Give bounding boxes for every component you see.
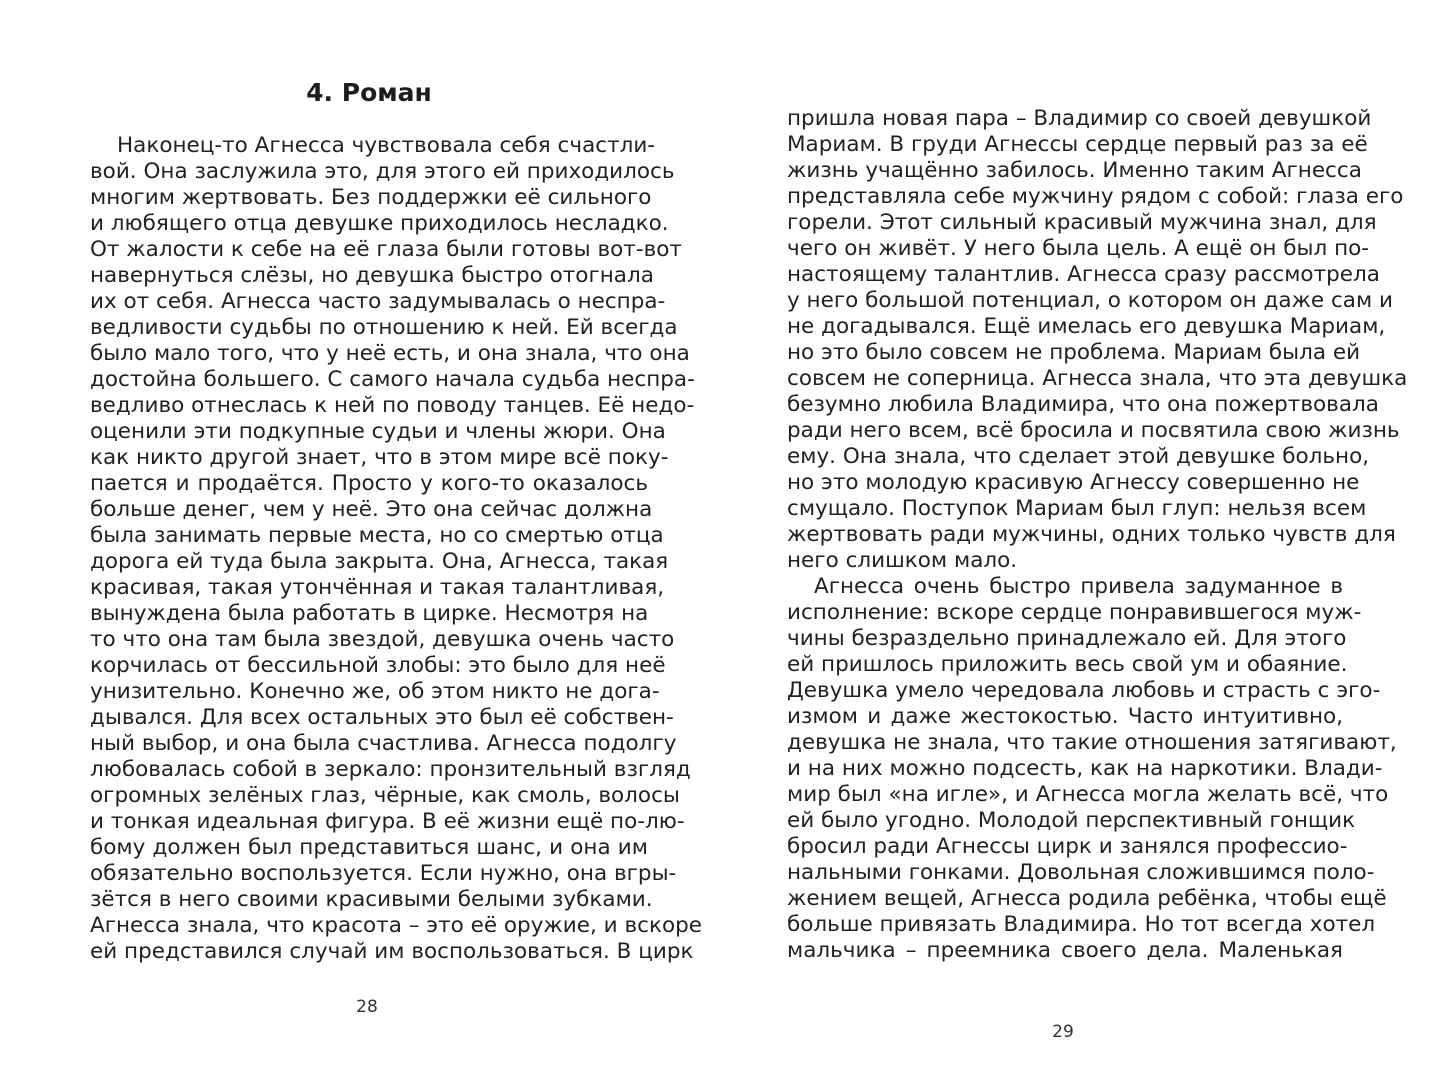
text-line: чины безраздельно принадлежало ей. Для этого: [787, 626, 1347, 651]
text-line: Наконец-то Агнесса чувствовала себя счастли-: [117, 133, 656, 158]
text-line: многим жертвовать. Без поддержки её сильного: [90, 185, 652, 210]
text-line: безумно любила Владимира, что она пожертвовала: [787, 392, 1379, 417]
text-line: ный выбор, и она была счастлива. Агнесса подолгу: [90, 731, 677, 756]
text-line: мир был «на игле», и Агнесса могла желать всё, что: [787, 782, 1389, 807]
text-line: настоящему талантлив. Агнесса сразу рассмотрела: [787, 262, 1380, 287]
text-line: измом и даже жестокостью. Часто интуитивно,: [787, 704, 1343, 729]
text-line: было мало того, что у неё есть, и она знала, что она: [90, 341, 690, 366]
text-line: огромных зелёных глаз, чёрные, как смоль, волосы: [90, 783, 680, 808]
left-page-text: [90, 133, 702, 965]
text-line: жизнь учащённо забилось. Именно таким Агнесса: [787, 158, 1362, 183]
text-line: не догадывался. Ещё имелась его девушка Мариам,: [787, 314, 1386, 339]
text-line: навернуться слёзы, но девушка быстро отогнала: [90, 263, 654, 288]
text-line: дорога ей туда была закрыта. Она, Агнесса, такая: [90, 549, 669, 574]
text-line: обязательно воспользуется. Если нужно, она вгры-: [90, 861, 677, 886]
text-line: достойна большего. С самого начала судьба неспра-: [90, 367, 695, 392]
text-line: ей пришлось приложить весь свой ум и обаяние.: [787, 652, 1348, 677]
text-line: и на них можно подсесть, как на наркотики. Влади-: [787, 756, 1383, 781]
text-line: вынуждена была работать в цирке. Несмотря на: [90, 601, 649, 626]
text-line: и тонкая идеальная фигура. В её жизни ещё по-лю-: [90, 809, 685, 834]
page-number: 29: [1052, 1022, 1074, 1042]
text-line: Агнесса очень быстро привела задуманное в: [814, 574, 1343, 599]
text-line: бросил ради Агнессы цирк и занялся профессио-: [787, 834, 1348, 859]
text-line: зётся в него своими красивыми белыми зубками.: [90, 887, 653, 912]
text-line: смущало. Поступок Мариам был глуп: нельзя всем: [787, 496, 1367, 521]
text-line: него слишком мало.: [787, 548, 1018, 573]
text-line: ей было угодно. Молодой перспективный гонщик: [787, 808, 1356, 833]
text-line: красивая, такая утончённая и такая талантливая,: [90, 575, 665, 600]
text-line: девушка не знала, что такие отношения затягивают,: [787, 730, 1397, 755]
text-line: больше привязать Владимира. Но тот всегда хотел: [787, 912, 1376, 937]
text-line: бому должен был представиться шанс, и она им: [90, 835, 648, 860]
text-line: Девушка умело чередовала любовь и страсть с эго-: [787, 678, 1381, 703]
text-line: ведливости судьбы по отношению к ней. Ей всегда: [90, 315, 678, 340]
text-line: дывался. Для всех остальных это был её собствен-: [90, 705, 674, 730]
text-line: нальными гонками. Довольная сложившимся поло-: [787, 860, 1375, 885]
text-line: была занимать первые места, но со смертью отца: [90, 523, 664, 548]
text-line: пается и продаётся. Просто у кого-то оказалось: [90, 471, 648, 496]
text-line: пришла новая пара – Владимир со своей девушкой: [787, 106, 1372, 131]
text-line: унизительно. Конечно же, об этом никто не дога-: [90, 679, 660, 704]
text-line: то что она там была звездой, девушка очень часто: [90, 627, 675, 652]
chapter-title: 4. Роман: [306, 78, 432, 107]
text-line: жертвовать ради мужчины, одних только чувств для: [787, 522, 1396, 547]
text-line: ради него всем, всё бросила и посвятила свою жизнь: [787, 418, 1400, 443]
text-line: Мариам. В груди Агнессы сердце первый раз за её: [787, 132, 1368, 157]
text-line: любовалась собой в зеркало: пронзительный взгляд: [90, 757, 691, 782]
text-line: совсем не соперница. Агнесса знала, что эта девушка: [787, 366, 1408, 391]
text-line: жением вещей, Агнесса родила ребёнка, чтобы ещё: [787, 886, 1387, 911]
text-line: но это молодую красивую Агнессу совершенно не: [787, 470, 1360, 495]
text-line: представляла себе мужчину рядом с собой: глаза его: [787, 184, 1404, 209]
page-number: 28: [356, 997, 378, 1017]
text-line: у него большой потенциал, о котором он даже сам и: [787, 288, 1393, 313]
text-line: вой. Она заслужила это, для этого ей приходилось: [90, 159, 675, 184]
text-line: горели. Этот сильный красивый мужчина знал, для: [787, 210, 1377, 235]
text-line: чего он живёт. У него была цель. А ещё он был по-: [787, 236, 1370, 261]
text-line: ведливо отнеслась к ней по поводу танцев. Её недо-: [90, 393, 695, 418]
text-line: и любящего отца девушке приходилось несладко.: [90, 211, 669, 236]
text-line: ему. Она знала, что сделает этой девушке больно,: [787, 444, 1370, 469]
text-line: мальчика – преемника своего дела. Маленькая: [787, 938, 1343, 963]
text-line: исполнение: вскоре сердце понравившегося муж-: [787, 600, 1362, 625]
text-line: оценили эти подкупные судьи и члены жюри. Она: [90, 419, 666, 444]
text-line: больше денег, чем у неё. Это она сейчас должна: [90, 497, 653, 522]
text-line: как никто другой знает, что в этом мире всё поку-: [90, 445, 669, 470]
right-page-text: [787, 106, 1408, 964]
text-line: но это было совсем не проблема. Мариам была ей: [787, 340, 1361, 365]
text-line: От жалости к себе на её глаза были готовы вот-вот: [90, 237, 682, 262]
text-line: Агнесса знала, что красота – это её оружие, и вскоре: [90, 913, 702, 938]
text-line: корчилась от бессильной злобы: это было для неё: [90, 653, 666, 678]
text-line: их от себя. Агнесса часто задумывалась о неспра-: [90, 289, 666, 314]
text-line: ей представился случай им воспользоваться. В цирк: [90, 939, 694, 964]
